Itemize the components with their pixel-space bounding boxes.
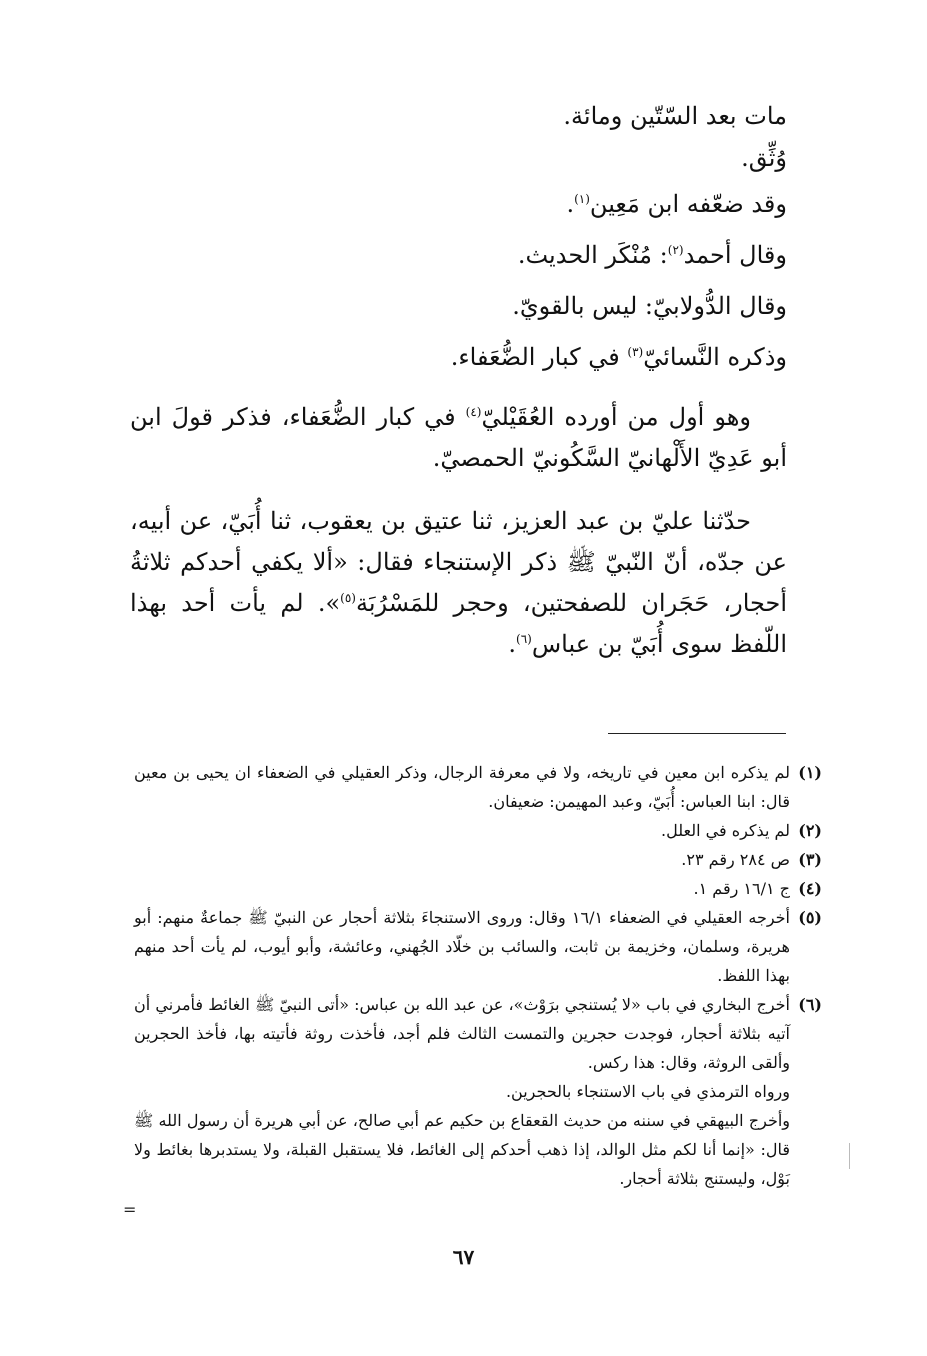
footnote-4 bbox=[134, 874, 822, 903]
paragraph-text: في كبار الضُّعَفاء، فذكر قولَ ابن أبو عَدِيّ الأَلْهانيّ السَّكُونيّ الحمصيّ. bbox=[130, 403, 787, 472]
footnote-ref[interactable]: (٤) bbox=[465, 405, 482, 419]
page-number: ٦٧ bbox=[452, 1245, 475, 1269]
footnote-3 bbox=[134, 845, 822, 874]
footnote-text-continued: ورواه الترمذي في باب الاستنجاء بالحجرين. bbox=[505, 1082, 790, 1101]
text-line bbox=[280, 281, 787, 332]
line-text: في كبار الضُّعَفاء. bbox=[450, 343, 628, 371]
footnote-number: (٤) bbox=[798, 879, 822, 898]
paragraph-text: حدّثنا عليّ بن عبد العزيز، ثنا عتيق بن يعقوب، ثنا أُبَيّ، عن أبيه، عن جدّه، أنّ النّبيّ ﷺ ذكر الإستنجاء فقال: «ألا يكفي أحدكم ثلاثةُ أحجار، حَجَران للصفحتين، وحجر للمَسْرُبَة bbox=[130, 507, 788, 617]
line-text: : مُنْكَر الحديث. bbox=[517, 241, 668, 269]
paragraph-text: . bbox=[508, 630, 517, 658]
footnote-text: لم يذكره في العلل. bbox=[661, 821, 790, 840]
footnote-5 bbox=[134, 903, 822, 990]
footnote-ref[interactable]: (٣) bbox=[627, 345, 644, 359]
line-text: وقال أحمد bbox=[683, 241, 787, 269]
line-text: وُثِّق. bbox=[741, 144, 787, 172]
margin-tick bbox=[849, 1143, 852, 1169]
paragraph-aqili bbox=[130, 397, 787, 479]
footnote-text: ج ١٦/١ رقم ١. bbox=[693, 879, 790, 898]
footnote-number: (٥) bbox=[798, 908, 822, 927]
footnote-1 bbox=[134, 758, 822, 816]
footnote-number: (٣) bbox=[798, 850, 822, 869]
footnote-number: (٢) bbox=[798, 821, 822, 840]
footnote-text-continued: وأخرج البيهقي في سننه من حديث القعقاع بن حكيم عم أبي صالح، عن أبي هريرة أن رسول الله ﷺ قال: «إنما أنا لكم مثل الوالد، إذا ذهب أحدكم إلى الغائط، فلا يستقبل القبلة، ولا يستدبرها بغائط ولا بَوْل، وليستنج بثلاثة أحجار. bbox=[134, 1111, 791, 1188]
text-line bbox=[280, 95, 787, 137]
footnote-text: أخرج البخاري في باب «لا يُستنجي برَوْث»، عن عبد الله بن عباس: «أتى النبيّ ﷺ الغائط فأمرني أن آتيه بثلاثة أحجار، فوجدت حجرين والتمست الثالث فلم أجد، فأخذت روثة فأتيته بها، فأخذ الحجرين وألقى الروثة، وقال: هذا ركس. bbox=[134, 995, 790, 1072]
line-text: وقد ضعّفه ابن مَعِين bbox=[589, 190, 787, 218]
continuation-mark: = bbox=[123, 1200, 137, 1219]
footnote-ref[interactable]: (١) bbox=[574, 192, 590, 206]
paragraph-hadith bbox=[130, 501, 787, 665]
footnote-text: ص ٢٨٤ رقم ٢٣. bbox=[681, 850, 790, 869]
line-text: وقال الدُّولابيّ: ليس بالقويّ. bbox=[512, 292, 787, 320]
footnote-6 bbox=[134, 990, 822, 1193]
footnote-number: (١) bbox=[798, 763, 822, 782]
footnotes bbox=[134, 758, 822, 1193]
narrator-notes bbox=[280, 95, 787, 383]
footnote-text: لم يذكره ابن معين في تاريخه، ولا في معرفة الرجال، وذكر العقيلي في الضعفاء ان يحيى بن معين قال: ابنا العباس: أُبَيّ، وعبد المهيمن: ضعيفان. bbox=[134, 763, 790, 811]
text-line bbox=[280, 137, 787, 179]
line-text: مات بعد السّتّين ومائة. bbox=[563, 102, 787, 130]
footnote-number: (٦) bbox=[798, 995, 822, 1014]
text-line bbox=[280, 332, 787, 383]
footnote-ref[interactable]: (٢) bbox=[667, 243, 684, 257]
footnote-divider bbox=[608, 733, 786, 734]
paragraph-text: ». لم يأت أحد بهذا اللّفظ سوى أُبَيّ بن عباس bbox=[130, 589, 787, 658]
text-line bbox=[280, 230, 787, 281]
footnote-ref[interactable]: (٥) bbox=[340, 591, 356, 605]
main-text bbox=[130, 95, 787, 665]
text-line: وقد ضعّفه ابن مَعِين$^{(١)}$. bbox=[566, 190, 787, 218]
footnote-text: أخرجه العقيلي في الضعفاء ١٦/١ وقال: وروى الاستنجاءَ بثلاثة أحجار عن النبيّ ﷺ جماعةٌ منهم: أبو هريرة، وسلمان، وخزيمة بن ثابت، والسائب بن خلّاد الجُهني، وعائشة، وأبو أيوب، لم يأت أحد منهم بهذا اللفظ. bbox=[134, 908, 790, 985]
footnote-2 bbox=[134, 816, 822, 845]
paragraph-text: وهو أول من أورده العُقَيْليّ bbox=[481, 403, 752, 431]
footnote-ref[interactable]: (٦) bbox=[516, 632, 532, 646]
line-text: وذكره النَّسائيّ bbox=[643, 343, 787, 371]
